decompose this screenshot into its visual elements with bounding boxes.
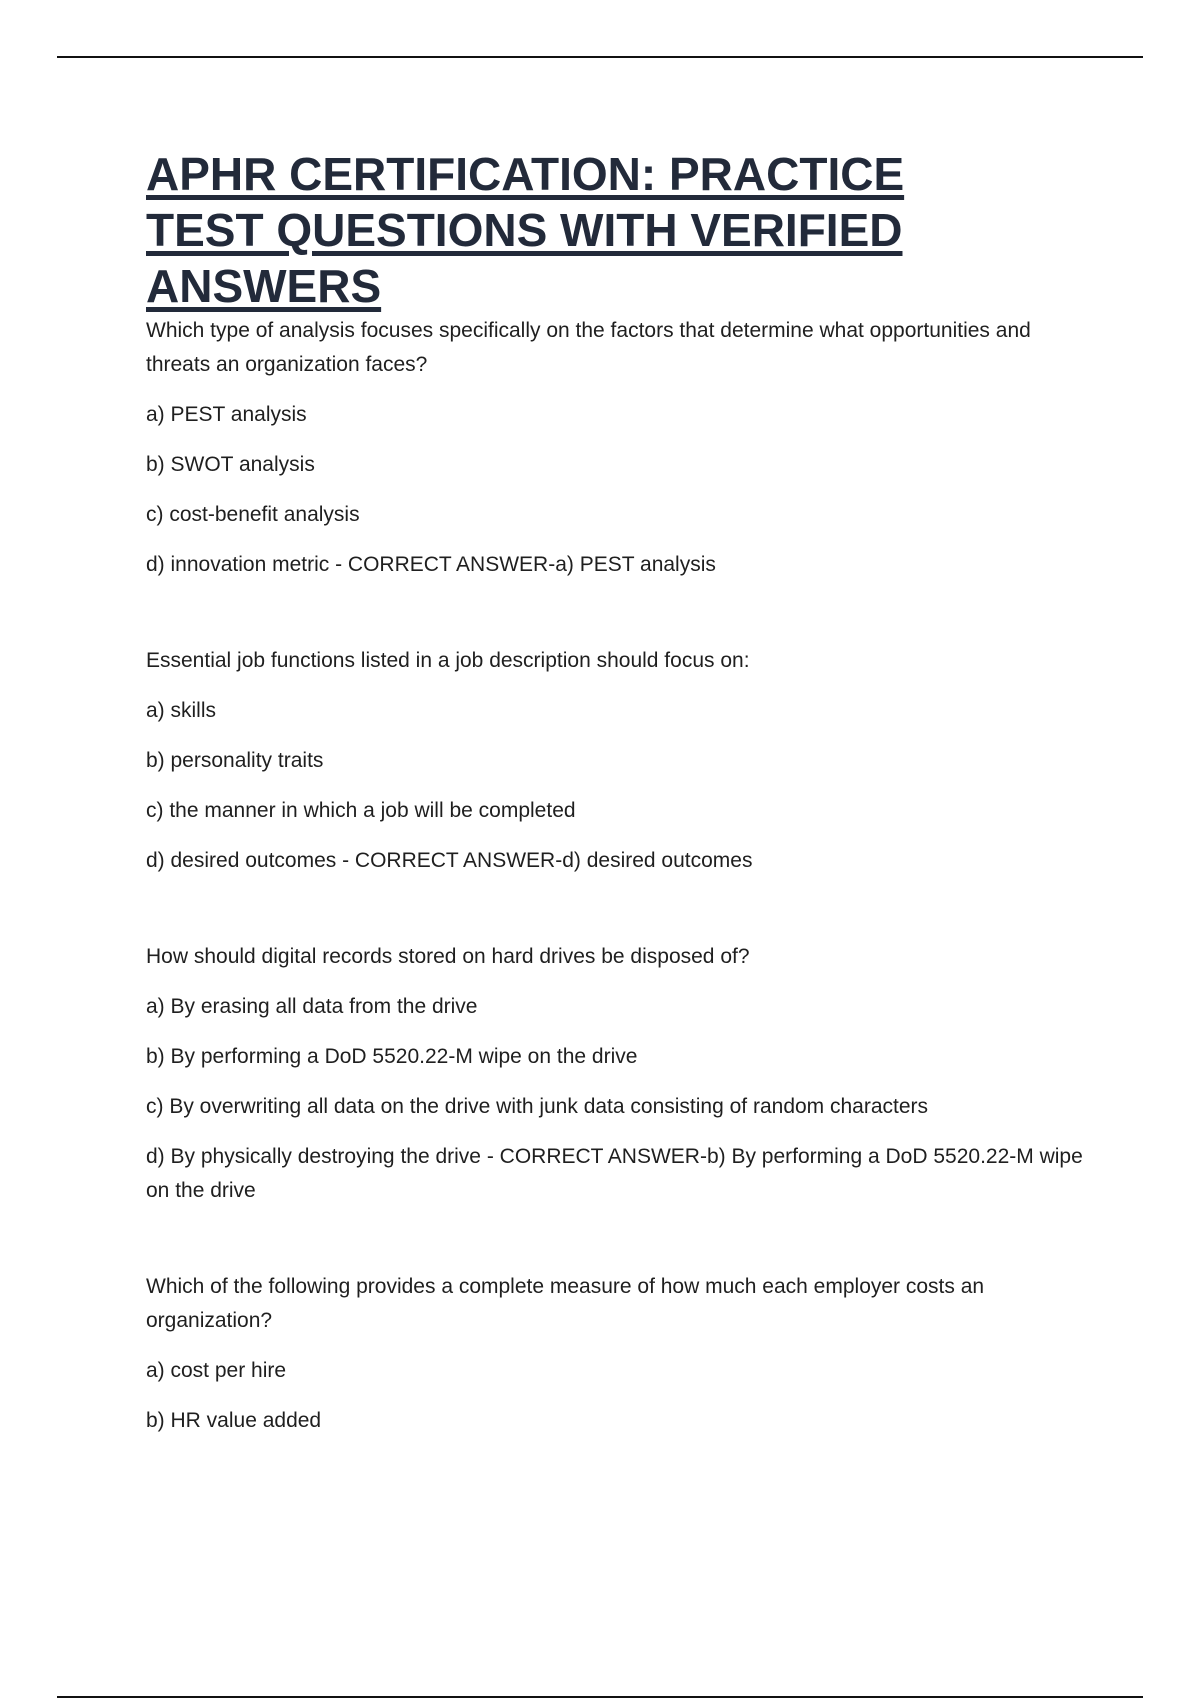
answer-option: b) HR value added: [146, 1409, 322, 1432]
bottom-rule: [57, 1696, 1143, 1698]
question-block-1: [146, 314, 1086, 582]
answer-option: a) cost per hire: [146, 1359, 287, 1382]
answer-option: b) SWOT analysis: [146, 453, 315, 476]
answer-option: a) PEST analysis: [146, 403, 307, 426]
answer-option-with-correct-answer: d) desired outcomes - CORRECT ANSWER-d) desired outcomes: [146, 849, 753, 872]
top-rule: [57, 56, 1143, 58]
answer-option: a) By erasing all data from the drive: [146, 995, 478, 1018]
question-text: How should digital records stored on hard drives be disposed of?: [146, 945, 750, 968]
answer-option: c) cost-benefit analysis: [146, 503, 360, 526]
answer-option: c) the manner in which a job will be completed: [146, 799, 576, 822]
answer-option-with-correct-answer: d) innovation metric - CORRECT ANSWER-a) PEST analysis: [146, 553, 716, 576]
answer-option: b) personality traits: [146, 749, 324, 772]
question-text: Essential job functions listed in a job description should focus on:: [146, 649, 750, 672]
question-block-4: [146, 1270, 1086, 1438]
answer-option: b) By performing a DoD 5520.22-M wipe on the drive: [146, 1045, 638, 1068]
answer-option: c) By overwriting all data on the drive with junk data consisting of random characters: [146, 1095, 929, 1118]
question-text: Which of the following provides a complete measure of how much each employer costs an organization?: [146, 1275, 985, 1332]
question-block-2: [146, 644, 1086, 878]
question-text: Which type of analysis focuses specifically on the factors that determine what opportunities and threats an organization faces?: [146, 319, 1031, 376]
answer-option: a) skills: [146, 699, 217, 722]
answer-option-with-correct-answer: d) By physically destroying the drive - CORRECT ANSWER-b) By performing a DoD 5520.22-M wipe on the drive: [146, 1145, 1083, 1202]
document-body: [146, 146, 1086, 1438]
question-block-3: [146, 940, 1086, 1208]
document-title: APHR CERTIFICATION: PRACTICE TEST QUESTIONS WITH VERIFIED ANSWERS: [146, 148, 905, 312]
